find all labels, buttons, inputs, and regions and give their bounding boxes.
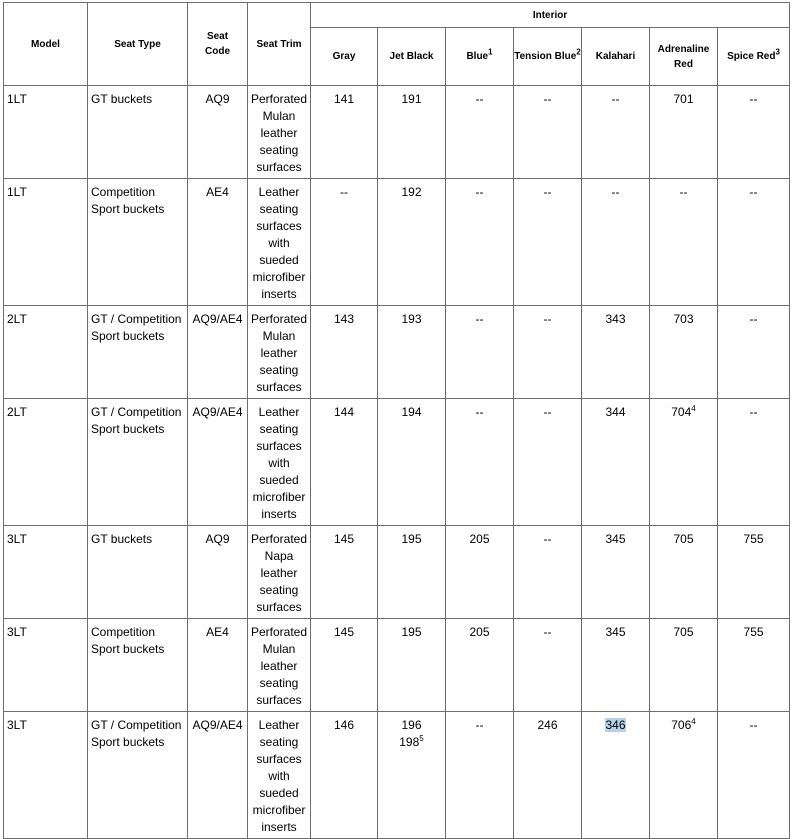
- seat-code-cell: AQ9/AE4: [188, 712, 248, 839]
- seat-code-cell: AQ9/AE4: [188, 399, 248, 526]
- color-header-jet-black: Jet Black: [378, 28, 446, 86]
- seat-type-header: Seat Type: [88, 3, 188, 86]
- adrenaline-red-cell: 705: [650, 619, 718, 712]
- tension-blue-cell: --: [514, 526, 582, 619]
- seat-type-cell: Competition Sport buckets: [88, 619, 188, 712]
- seat-type-cell: Competition Sport buckets: [88, 179, 188, 306]
- spice-red-cell: 755: [718, 526, 790, 619]
- kalahari-cell: 345: [582, 619, 650, 712]
- seat-type-cell: GT buckets: [88, 86, 188, 179]
- adrenaline-red-cell: 705: [650, 526, 718, 619]
- interior-header: Interior: [311, 3, 790, 28]
- table-row: [4, 619, 790, 712]
- kalahari-cell: 343: [582, 306, 650, 399]
- seat-trim-cell: Perforated Mulan leather seating surfaces: [248, 86, 311, 179]
- color-header-tension-blue: Tension Blue$^2$: [514, 28, 582, 86]
- color-header-gray: Gray: [311, 28, 378, 86]
- tension-blue-cell: --: [514, 619, 582, 712]
- seat-trim-header: Seat Trim: [248, 3, 311, 86]
- seat-type-cell: GT / Competition Sport buckets: [88, 399, 188, 526]
- kalahari-cell: 345: [582, 526, 650, 619]
- jet-black-cell: 195: [378, 619, 446, 712]
- seat-code-cell: AE4: [188, 179, 248, 306]
- model-cell: 1LT: [4, 179, 88, 306]
- jet-black-cell: 193: [378, 306, 446, 399]
- gray-cell: 146: [311, 712, 378, 839]
- seat-code-header: [188, 3, 248, 86]
- kalahari-cell: 344: [582, 399, 650, 526]
- seat-trim-cell: Leather seating surfaces with sueded microfiber inserts: [248, 712, 311, 839]
- seat-trim-cell: Leather seating surfaces with sueded microfiber inserts: [248, 179, 311, 306]
- tension-blue-cell: --: [514, 306, 582, 399]
- color-header-blue: Blue$^1$: [446, 28, 514, 86]
- blue-cell: 205: [446, 619, 514, 712]
- seat-trim-table: [3, 2, 790, 839]
- seat-code-header-line2: Code: [205, 46, 230, 57]
- model-header: Model: [4, 3, 88, 86]
- blue-cell: --: [446, 86, 514, 179]
- gray-cell: 143: [311, 306, 378, 399]
- adrenaline-red-cell: $706^4$: [650, 712, 718, 839]
- adrenaline-red-cell: $704^4$: [650, 399, 718, 526]
- blue-cell: --: [446, 399, 514, 526]
- table-row: [4, 306, 790, 399]
- seat-trim-cell: Perforated Mulan leather seating surfaces: [248, 619, 311, 712]
- spice-red-cell: 755: [718, 619, 790, 712]
- model-cell: 2LT: [4, 306, 88, 399]
- jet-black-cell: 194: [378, 399, 446, 526]
- spice-red-cell: --: [718, 306, 790, 399]
- gray-cell: 145: [311, 619, 378, 712]
- tension-blue-cell: --: [514, 399, 582, 526]
- table-row: [4, 526, 790, 619]
- seat-code-cell: AQ9: [188, 526, 248, 619]
- jet-black-cell: 196 $198^5$: [378, 712, 446, 839]
- model-cell: 3LT: [4, 619, 88, 712]
- blue-cell: --: [446, 306, 514, 399]
- blue-cell: --: [446, 179, 514, 306]
- table-row: [4, 179, 790, 306]
- model-cell: 3LT: [4, 526, 88, 619]
- adrenaline-red-cell: 701: [650, 86, 718, 179]
- seat-trim-cell: Perforated Napa leather seating surfaces: [248, 526, 311, 619]
- jet-black-cell: 195: [378, 526, 446, 619]
- model-cell: 3LT: [4, 712, 88, 839]
- kalahari-cell: [582, 712, 650, 839]
- adrenaline-red-cell: 703: [650, 306, 718, 399]
- tension-blue-cell: --: [514, 179, 582, 306]
- spice-red-cell: --: [718, 399, 790, 526]
- spice-red-cell: --: [718, 86, 790, 179]
- jet-black-cell: 191: [378, 86, 446, 179]
- kalahari-cell: --: [582, 179, 650, 306]
- color-header-kalahari: Kalahari: [582, 28, 650, 86]
- tension-blue-cell: --: [514, 86, 582, 179]
- color-header-spice-red: Spice Red$^3$: [718, 28, 790, 86]
- jet-black-cell: 192: [378, 179, 446, 306]
- table-row: [4, 399, 790, 526]
- table-row: [4, 712, 790, 839]
- seat-code-header-line1: Seat: [206, 31, 229, 42]
- seat-trim-cell: Perforated Mulan leather seating surfaces: [248, 306, 311, 399]
- highlighted-selection[interactable]: 346: [605, 718, 626, 732]
- tension-blue-cell: 246: [514, 712, 582, 839]
- blue-cell: --: [446, 712, 514, 839]
- color-header-adrenaline-red: Adrenaline Red: [650, 28, 718, 86]
- header-row-1: [4, 3, 790, 28]
- seat-code-cell: AE4: [188, 619, 248, 712]
- kalahari-cell: --: [582, 86, 650, 179]
- blue-cell: 205: [446, 526, 514, 619]
- seat-type-cell: GT / Competition Sport buckets: [88, 306, 188, 399]
- gray-cell: --: [311, 179, 378, 306]
- table-row: [4, 86, 790, 179]
- seat-type-cell: GT / Competition Sport buckets: [88, 712, 188, 839]
- adrenaline-red-cell: --: [650, 179, 718, 306]
- model-cell: 1LT: [4, 86, 88, 179]
- spice-red-cell: --: [718, 179, 790, 306]
- seat-trim-cell: Leather seating surfaces with sueded microfiber inserts: [248, 399, 311, 526]
- gray-cell: 145: [311, 526, 378, 619]
- gray-cell: 141: [311, 86, 378, 179]
- spice-red-cell: --: [718, 712, 790, 839]
- seat-code-cell: AQ9: [188, 86, 248, 179]
- gray-cell: 144: [311, 399, 378, 526]
- seat-type-cell: GT buckets: [88, 526, 188, 619]
- seat-code-cell: AQ9/AE4: [188, 306, 248, 399]
- model-cell: 2LT: [4, 399, 88, 526]
